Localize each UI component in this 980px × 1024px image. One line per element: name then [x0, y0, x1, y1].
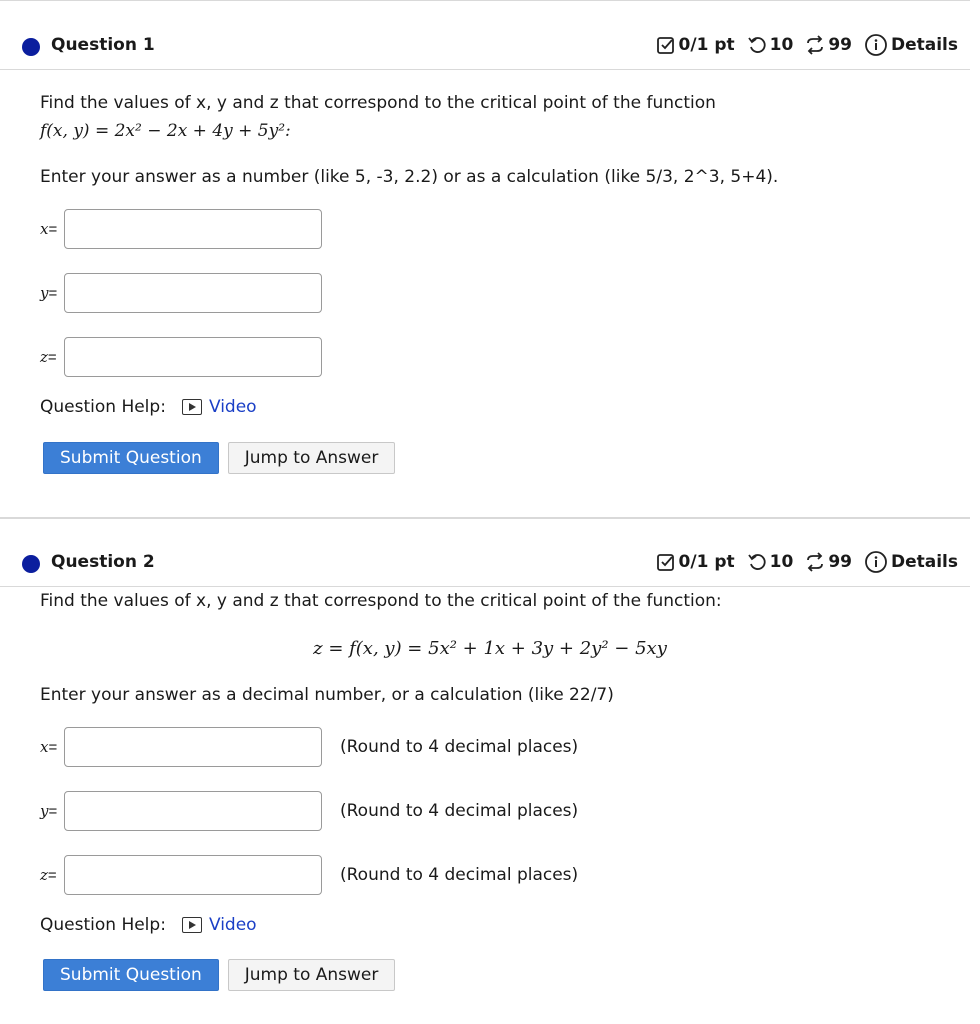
retries-count: 10: [769, 552, 794, 572]
details-label: Details: [890, 35, 958, 55]
answer-row-x: [40, 209, 322, 249]
checkbox-icon: [656, 35, 676, 55]
question-meta: [656, 33, 958, 57]
question-prompt: Find the values of x, y and z that correspond to the critical point of the function: [40, 93, 716, 113]
answer-instructions: Enter your answer as a decimal number, or a calculation (like 22/7): [40, 685, 614, 705]
question-status-dot: [22, 555, 40, 573]
answer-row-y: [40, 273, 322, 313]
score-text: 0/1 pt: [678, 552, 735, 572]
repeat-icon: [805, 35, 825, 55]
question-divider: [0, 517, 970, 519]
question-status-dot: [22, 38, 40, 56]
function-expression: z = f(x, y) = 5x² + 1x + 3y + 2y² − 5xy: [313, 638, 667, 659]
question-header: [0, 30, 970, 66]
details-link[interactable]: [864, 33, 958, 57]
answer-label: z=: [40, 866, 57, 884]
attempts-group: [805, 35, 852, 55]
details-link[interactable]: [864, 550, 958, 574]
info-icon: [864, 33, 888, 57]
answer-instructions: Enter your answer as a number (like 5, -3, 2.2) or as a calculation (like 5/3, 2^3, 5+4).: [40, 167, 779, 187]
jump-to-answer-button[interactable]: Jump to Answer: [228, 442, 396, 474]
video-label: Video: [208, 397, 257, 417]
function-expression: f(x, y) = 2x² − 2x + 4y + 5y²:: [40, 121, 291, 141]
jump-to-answer-button[interactable]: Jump to Answer: [228, 959, 396, 991]
submit-question-button[interactable]: Submit Question: [43, 442, 219, 474]
repeat-icon: [805, 552, 825, 572]
details-label: Details: [890, 552, 958, 572]
rounding-note: (Round to 4 decimal places): [340, 737, 579, 757]
question-prompt: Find the values of x, y and z that correspond to the critical point of the function:: [40, 591, 722, 611]
answer-label: y=: [40, 284, 58, 302]
play-icon: [182, 399, 202, 415]
answer-row-x: [40, 727, 578, 767]
submit-question-button[interactable]: Submit Question: [43, 959, 219, 991]
undo-icon: [747, 35, 767, 55]
question-title: Question 1: [51, 35, 155, 55]
action-buttons: [43, 442, 395, 474]
action-buttons: [43, 959, 395, 991]
answer-label: x=: [40, 220, 58, 238]
x-answer-input[interactable]: [64, 209, 322, 249]
video-label: Video: [208, 915, 257, 935]
y-answer-input[interactable]: [64, 791, 322, 831]
checkbox-icon: [656, 552, 676, 572]
retries-count: 10: [769, 35, 794, 55]
question-help: [40, 915, 257, 935]
z-answer-input[interactable]: [64, 855, 322, 895]
video-help-link[interactable]: [182, 397, 257, 417]
top-divider: [0, 0, 970, 1]
attempts-group: [805, 552, 852, 572]
rounding-note: (Round to 4 decimal places): [340, 865, 579, 885]
answer-label: y=: [40, 802, 58, 820]
y-answer-input[interactable]: [64, 273, 322, 313]
retries-group: [747, 552, 794, 572]
header-divider: [0, 586, 970, 587]
answer-label: x=: [40, 738, 58, 756]
question-help-label: Question Help:: [40, 915, 166, 935]
undo-icon: [747, 552, 767, 572]
question-title: Question 2: [51, 552, 155, 572]
answer-row-z: [40, 855, 578, 895]
rounding-note: (Round to 4 decimal places): [340, 801, 579, 821]
header-divider: [0, 69, 970, 70]
z-answer-input[interactable]: [64, 337, 322, 377]
question-help: [40, 397, 257, 417]
x-answer-input[interactable]: [64, 727, 322, 767]
score-text: 0/1 pt: [678, 35, 735, 55]
score-group: [656, 35, 735, 55]
score-group: [656, 552, 735, 572]
question-header: [0, 547, 970, 583]
answer-row-z: [40, 337, 322, 377]
attempts-count: 99: [828, 552, 852, 572]
play-icon: [182, 917, 202, 933]
answer-label: z=: [40, 348, 57, 366]
attempts-count: 99: [828, 35, 852, 55]
retries-group: [747, 35, 794, 55]
question-help-label: Question Help:: [40, 397, 166, 417]
answer-row-y: [40, 791, 578, 831]
question-meta: [656, 550, 958, 574]
info-icon: [864, 550, 888, 574]
video-help-link[interactable]: [182, 915, 257, 935]
